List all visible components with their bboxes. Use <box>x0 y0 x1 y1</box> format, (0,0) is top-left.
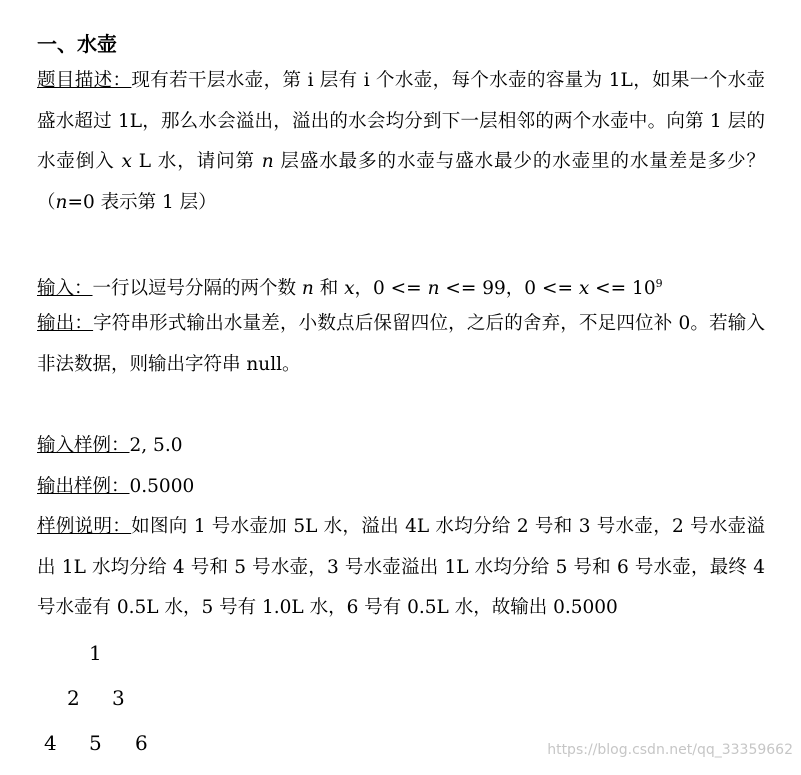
tree-node: 4 <box>44 731 57 755</box>
sample-output-label: 输出样例： <box>37 476 130 497</box>
tree-node: 1 <box>89 641 102 665</box>
problem-description: 题目描述：现有若干层水壶，第 i 层有 i 个水壶，每个水壶的容量为 1L，如果一个水壶盛水超过 1L，那么水会溢出，溢出的水会均分到下一层相邻的两个水壶中。向第 1 层的水壶倒入 x L 水，请问第 n 层盛水最多的水壶与盛水最少的水壶里的水量差是多少？（n=0 表示第 1 层） <box>37 70 765 213</box>
sample-input-value: 2, 5.0 <box>129 435 183 456</box>
input-spec: 输入：一行以逗号分隔的两个数 n 和 x，0 <= n <= 99，$0 <= x <= 10^9$ <box>37 277 663 300</box>
tree-node: 5 <box>89 731 102 755</box>
sample-explanation: 样例说明：如图向 1 号水壶加 5L 水，溢出 4L 水均分给 2 号和 3 号水壶，2 号水壶溢出 1L 水均分给 4 号和 5 号水壶，3 号水壶溢出 1L 水均分给 5 号和 6 号水壶，最终 4 号水壶有 0.5L 水，5 号有 1.0L 水，6 号有 0.5L 水，故输出 0.5000 <box>37 516 765 618</box>
sample-explanation-label: 样例说明： <box>37 516 132 537</box>
watermark-url: https://blog.csdn.net/qq_33359662 <box>547 742 793 758</box>
tree-node: 6 <box>135 731 148 755</box>
tree-node: 3 <box>112 686 125 710</box>
input-label: 输入： <box>37 278 93 300</box>
sample-input-label: 输入样例： <box>37 435 130 456</box>
output-label: 输出： <box>37 313 94 334</box>
sample-input <box>37 426 765 467</box>
output-spec: 输出：字符串形式输出水量差，小数点后保留四位，之后的舍弃，不足四位补 0。若输入非法数据，则输出字符串 null。 <box>37 313 765 375</box>
sample-output <box>37 467 765 508</box>
description-label: 题目描述： <box>37 70 132 91</box>
tree-node: 2 <box>67 686 80 710</box>
sample-output-value: 0.5000 <box>129 476 195 497</box>
section-title: 一、水壶 <box>37 32 117 56</box>
